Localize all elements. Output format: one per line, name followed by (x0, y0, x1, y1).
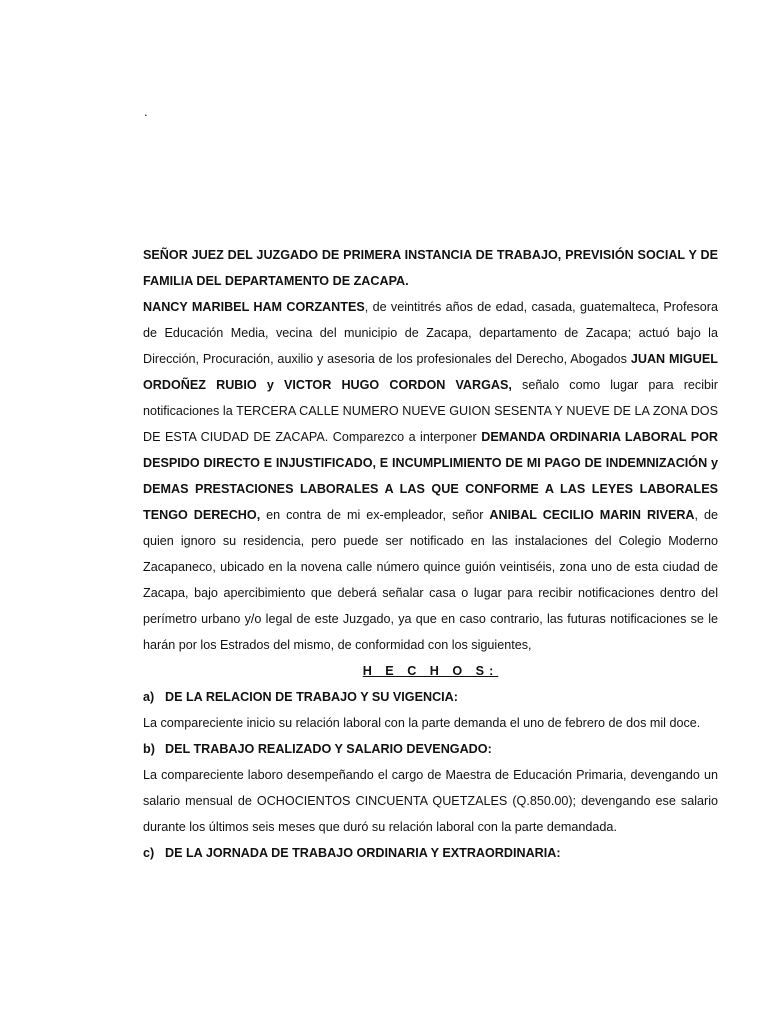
section-c-marker: c) (143, 846, 155, 860)
intro-text-1: , de veintitrés años de edad, casada, guatemalteca, Profesora de Educación Media, vecina del municipio de Zacapa, departamento de Zacapa; actuó bajo la Dirección, Procuración, auxilio y asesoria de los profesionales del Derecho, Abogados (143, 300, 718, 366)
plaintiff-name: NANCY MARIBEL HAM CORZANTES (143, 300, 365, 314)
address-line (143, 242, 718, 294)
section-a-text: La compareciente inicio su relación laboral con la parte demanda el uno de febrero de dos mil doce. (143, 716, 701, 730)
intro-text-3: en contra de mi ex-empleador, señor (260, 508, 490, 522)
section-b-title: DEL TRABAJO REALIZADO Y SALARIO DEVENGADO: (165, 742, 492, 756)
intro-text-4: , de quien ignoro su residencia, pero puede ser notificado en las instalaciones del Colegio Moderno Zacapaneco, ubicado en la novena calle número quince guión veintiséis, zona uno de esta ciudad de Zacapa, bajo apercibimiento que deberá señalar casa o lugar para recibir notificaciones dentro del perímetro urbano y/o legal de este Juzgado, ya que en caso contrario, las futuras notificaciones se le harán por los Estrados del mismo, de conformidad con los siguientes, (143, 508, 718, 652)
section-c-heading (143, 840, 718, 866)
lawyer-names: JUAN MIGUEL ORDOÑEZ RUBIO y VICTOR HUGO CORDON VARGAS, (143, 352, 718, 392)
section-a-title: DE LA RELACION DE TRABAJO Y SU VIGENCIA: (165, 690, 458, 704)
section-b-text: La compareciente laboro desempeñando el cargo de Maestra de Educación Primaria, devengando un salario mensual de OCHOCIENTOS CINCUENTA QUETZALES (Q.850.00); devengando ese salario durante los últimos seis meses que duró su relación laboral con la parte demandada. (143, 768, 718, 834)
section-a-marker: a) (143, 690, 155, 704)
top-mark: . (144, 104, 148, 119)
intro-paragraph (143, 294, 718, 658)
address-line-text: SEÑOR JUEZ DEL JUZGADO DE PRIMERA INSTANCIA DE TRABAJO, PREVISIÓN SOCIAL Y DE FAMILIA DEL DEPARTAMENTO DE ZACAPA. (143, 248, 718, 288)
claim-title: DEMANDA ORDINARIA LABORAL POR DESPIDO DIRECTO E INJUSTIFICADO, E INCUMPLIMIENTO DE MI PAGO DE INDEMNIZACIÓN y DEMAS PRESTACIONES LABORALES A LAS QUE CONFORME A LAS LEYES LABORALES TENGO DERECHO, (143, 430, 718, 522)
facts-title: H E C H O S: (362, 664, 499, 678)
section-c-title: DE LA JORNADA DE TRABAJO ORDINARIA Y EXTRAORDINARIA: (165, 846, 561, 860)
document-body (143, 242, 718, 866)
defendant-name: ANIBAL CECILIO MARIN RIVERA (489, 508, 695, 522)
section-b-marker: b) (143, 742, 155, 756)
section-b-heading (143, 736, 718, 762)
section-a-heading (143, 684, 718, 710)
intro-text-2: señalo como lugar para recibir notificaciones la TERCERA CALLE NUMERO NUEVE GUION SESENTA Y NUEVE DE LA ZONA DOS DE ESTA CIUDAD DE ZACAPA. Comparezco a interponer (143, 378, 719, 444)
